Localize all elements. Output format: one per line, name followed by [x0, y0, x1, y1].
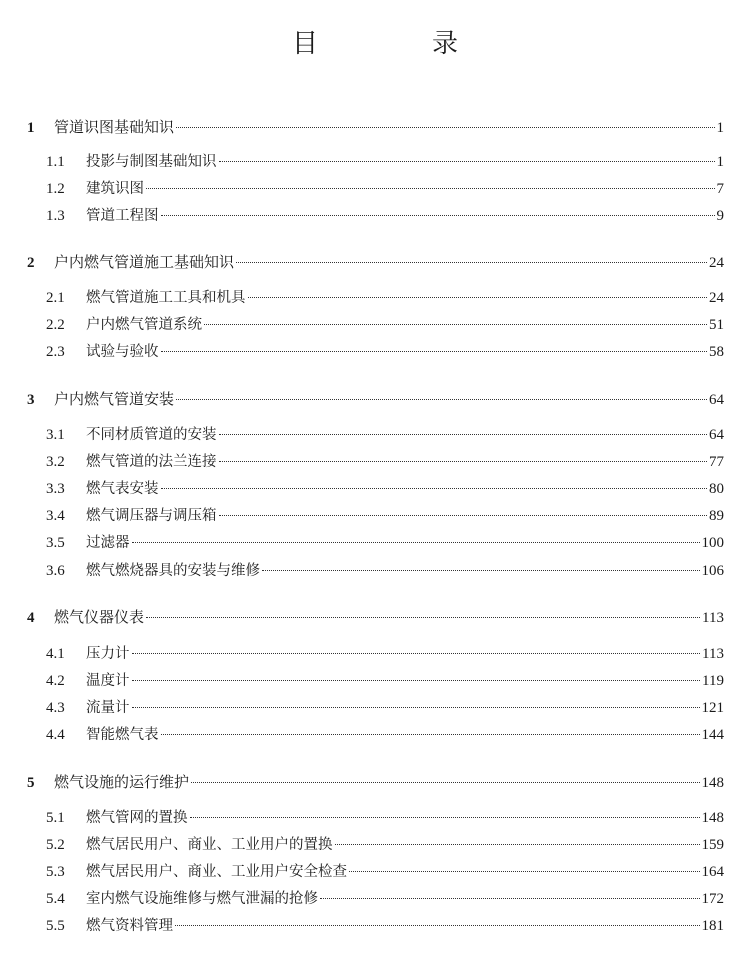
toc-section-4-1[interactable]: [46, 642, 724, 666]
dot-leader: [219, 461, 708, 462]
toc-section-5-4[interactable]: [46, 887, 724, 911]
dot-leader: [191, 782, 699, 783]
chapter-number: 1: [27, 120, 35, 136]
page-number: 148: [701, 810, 724, 826]
dot-leader: [320, 898, 700, 899]
section-number: 4.4: [46, 727, 65, 743]
section-title: 建筑识图: [86, 181, 144, 197]
toc-section-3-1[interactable]: [46, 423, 724, 447]
toc-chapter-5[interactable]: [27, 770, 724, 794]
page-number: 9: [716, 208, 724, 224]
section-title: 燃气居民用户、商业、工业用户的置换: [86, 837, 333, 853]
section-title: 燃气资料管理: [86, 918, 173, 934]
section-number: 5.5: [46, 918, 65, 934]
chapter-number: 2: [27, 255, 35, 271]
section-title: 燃气管道的法兰连接: [86, 454, 217, 470]
toc-section-2-3[interactable]: [46, 340, 724, 364]
page-number: 77: [709, 454, 724, 470]
section-number: 5.4: [46, 891, 65, 907]
page-number: 24: [709, 290, 724, 306]
section-number: 1.2: [46, 181, 65, 197]
dot-leader: [190, 817, 700, 818]
section-number: 2.2: [46, 317, 65, 333]
section-number: 3.1: [46, 427, 65, 443]
section-number: 2.3: [46, 344, 65, 360]
dot-leader: [176, 127, 714, 128]
section-title: 燃气管道施工工具和机具: [86, 290, 246, 306]
dot-leader: [146, 617, 700, 618]
toc-chapter-3[interactable]: [27, 387, 724, 411]
section-title: 压力计: [86, 646, 130, 662]
page-number: 148: [701, 775, 724, 791]
dot-leader: [335, 844, 700, 845]
page-number: 113: [702, 610, 724, 626]
chapter-number: 3: [27, 392, 35, 408]
section-title: 试验与验收: [86, 344, 159, 360]
section-title: 智能燃气表: [86, 727, 159, 743]
chapter-title: 燃气仪器仪表: [54, 608, 145, 626]
section-title: 流量计: [86, 700, 130, 716]
section-title: 投影与制图基础知识: [86, 154, 217, 170]
section-number: 3.4: [46, 508, 65, 524]
toc-section-3-6[interactable]: [46, 559, 724, 583]
dot-leader: [176, 399, 707, 400]
page-number: 100: [701, 535, 724, 551]
page-number: 51: [709, 317, 724, 333]
dot-leader: [161, 351, 708, 352]
toc-chapter-2[interactable]: [27, 250, 724, 274]
page-number: 64: [709, 427, 724, 443]
section-number: 5.2: [46, 837, 65, 853]
dot-leader: [146, 188, 715, 189]
chapter-title: 燃气设施的运行维护: [54, 773, 190, 791]
section-title: 室内燃气设施维修与燃气泄漏的抢修: [86, 891, 318, 907]
dot-leader: [349, 871, 700, 872]
toc-section-5-2[interactable]: [46, 833, 724, 857]
dot-leader: [262, 570, 700, 571]
dot-leader: [132, 707, 700, 708]
page-number: 58: [709, 344, 724, 360]
section-title: 管道工程图: [86, 208, 159, 224]
dot-leader: [248, 297, 708, 298]
chapter-title: 户内燃气管道安装: [54, 390, 175, 408]
page-number: 80: [709, 481, 724, 497]
toc-chapter-1[interactable]: [27, 115, 724, 139]
chapter-title: 管道识图基础知识: [54, 118, 175, 136]
toc-section-5-3[interactable]: [46, 860, 724, 884]
dot-leader: [132, 653, 701, 654]
page-number: 7: [716, 181, 724, 197]
toc-section-3-2[interactable]: [46, 450, 724, 474]
section-number: 3.3: [46, 481, 65, 497]
page-number: 1: [716, 120, 724, 136]
section-title: 燃气表安装: [86, 481, 159, 497]
toc-section-4-3[interactable]: [46, 696, 724, 720]
toc-section-1-1[interactable]: [46, 150, 724, 174]
section-number: 2.1: [46, 290, 65, 306]
toc-section-5-1[interactable]: [46, 806, 724, 830]
page-number: 24: [709, 255, 724, 271]
dot-leader: [175, 925, 700, 926]
dot-leader: [161, 215, 715, 216]
page-number: 144: [701, 727, 724, 743]
section-title: 燃气燃烧器具的安装与维修: [86, 563, 260, 579]
dot-leader: [204, 324, 707, 325]
dot-leader: [161, 734, 700, 735]
page-number: 106: [701, 563, 724, 579]
toc-section-4-4[interactable]: [46, 723, 724, 747]
chapter-number: 4: [27, 610, 35, 626]
section-title: 过滤器: [86, 535, 130, 551]
chapter-number: 5: [27, 775, 35, 791]
section-number: 3.5: [46, 535, 65, 551]
page-number: 164: [701, 864, 724, 880]
section-number: 1.1: [46, 154, 65, 170]
page-number: 113: [702, 646, 724, 662]
section-number: 5.1: [46, 810, 65, 826]
dot-leader: [219, 434, 708, 435]
section-title: 户内燃气管道系统: [86, 317, 202, 333]
dot-leader: [161, 488, 708, 489]
page-title: 目 录: [291, 29, 502, 59]
chapter-title: 户内燃气管道施工基础知识: [54, 253, 235, 271]
toc-section-3-5[interactable]: [46, 531, 724, 555]
section-number: 3.6: [46, 563, 65, 579]
toc-section-1-3[interactable]: [46, 204, 724, 228]
section-title: 不同材质管道的安装: [86, 427, 217, 443]
dot-leader: [219, 515, 708, 516]
section-number: 3.2: [46, 454, 65, 470]
toc-section-5-5[interactable]: [46, 914, 724, 938]
section-number: 5.3: [46, 864, 65, 880]
page-number: 64: [709, 392, 724, 408]
toc-section-4-2[interactable]: [46, 669, 724, 693]
section-number: 4.3: [46, 700, 65, 716]
page-number: 89: [709, 508, 724, 524]
dot-leader: [236, 262, 707, 263]
dot-leader: [219, 161, 715, 162]
toc-section-2-1[interactable]: [46, 286, 724, 310]
toc-section-1-2[interactable]: [46, 177, 724, 201]
section-number: 4.2: [46, 673, 65, 689]
section-title: 燃气管网的置换: [86, 810, 188, 826]
page-number: 172: [701, 891, 724, 907]
toc-section-3-3[interactable]: [46, 477, 724, 501]
section-title: 温度计: [86, 673, 130, 689]
dot-leader: [132, 542, 700, 543]
section-number: 4.1: [46, 646, 65, 662]
section-number: 1.3: [46, 208, 65, 224]
section-title: 燃气居民用户、商业、工业用户安全检查: [86, 864, 347, 880]
dot-leader: [132, 680, 701, 681]
toc-section-2-2[interactable]: [46, 313, 724, 337]
section-title: 燃气调压器与调压箱: [86, 508, 217, 524]
page-number: 159: [701, 837, 724, 853]
page-number: 121: [701, 700, 724, 716]
page-number: 119: [702, 673, 724, 689]
page-number: 181: [701, 918, 724, 934]
page-number: 1: [716, 154, 724, 170]
toc-section-3-4[interactable]: [46, 504, 724, 528]
toc-chapter-4[interactable]: [27, 605, 724, 629]
